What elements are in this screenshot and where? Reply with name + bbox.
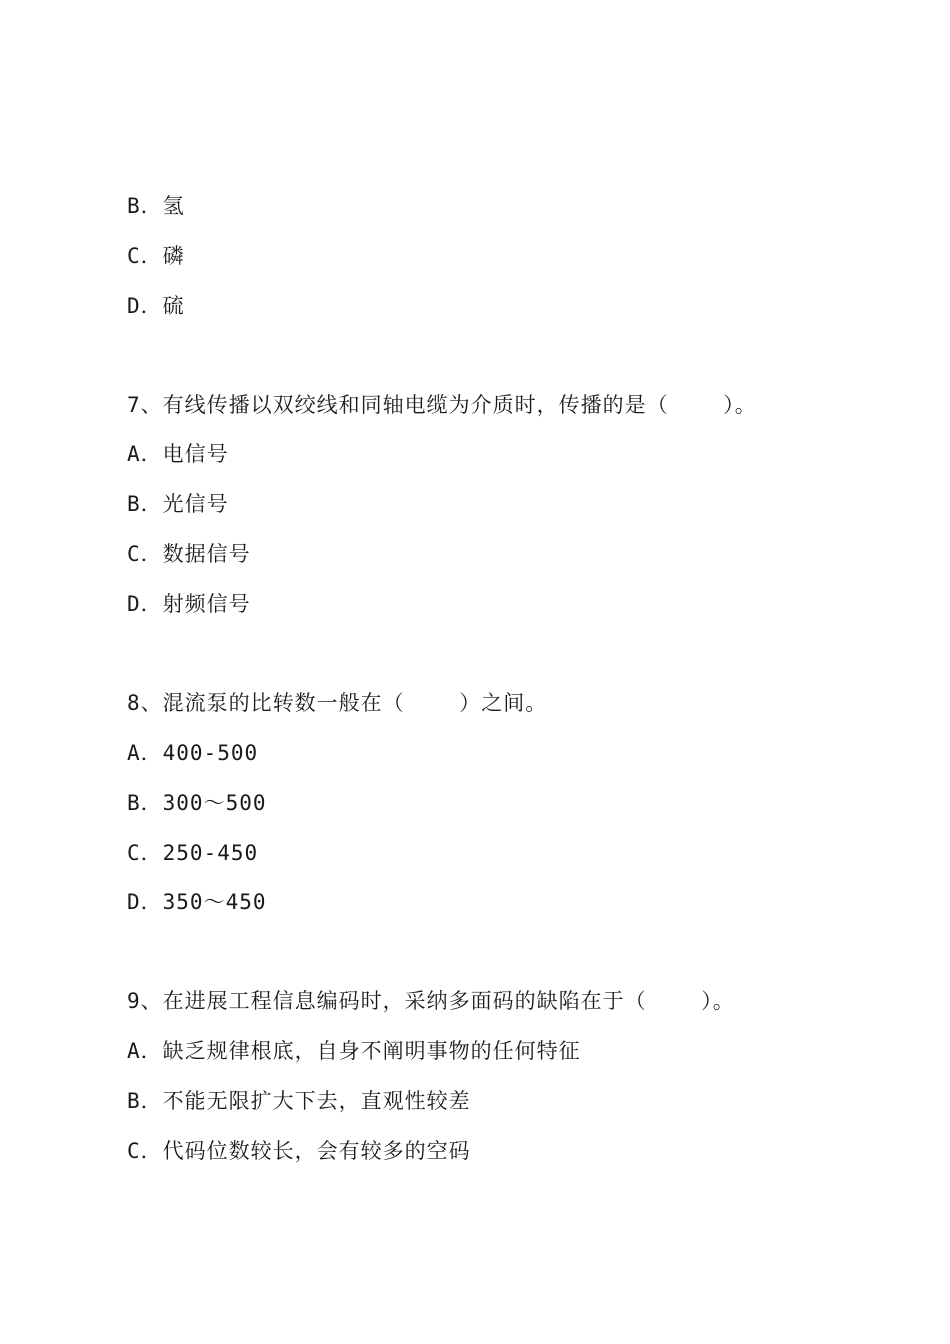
q7-option-a: A．电信号 bbox=[127, 442, 229, 466]
q9-option-c: C．代码位数较长，会有较多的空码 bbox=[127, 1139, 471, 1163]
q6-option-c: C．磷 bbox=[127, 244, 185, 268]
q7-option-d: D．射频信号 bbox=[127, 592, 251, 616]
q8-question: 8、混流泵的比转数一般在（ ）之间。 bbox=[127, 691, 548, 715]
q7-option-c: C．数据信号 bbox=[127, 542, 251, 566]
q6-option-d: D．硫 bbox=[127, 294, 185, 318]
q9-question: 9、在进展工程信息编码时，采纳多面码的缺陷在于（ ）。 bbox=[127, 989, 735, 1013]
q8-option-a: A．400-500 bbox=[127, 741, 259, 765]
q8-option-c: C．250-450 bbox=[127, 841, 259, 865]
q9-option-b: B．不能无限扩大下去，直观性较差 bbox=[127, 1089, 471, 1113]
q7-option-b: B．光信号 bbox=[127, 492, 229, 516]
q6-option-b: B．氢 bbox=[127, 194, 185, 218]
q9-option-a: A．缺乏规律根底，自身不阐明事物的任何特征 bbox=[127, 1039, 581, 1063]
q8-option-d: D．350～450 bbox=[127, 890, 267, 914]
q8-option-b: B．300～500 bbox=[127, 791, 267, 815]
q7-question: 7、有线传播以双绞线和同轴电缆为介质时，传播的是（ ）。 bbox=[127, 393, 757, 417]
